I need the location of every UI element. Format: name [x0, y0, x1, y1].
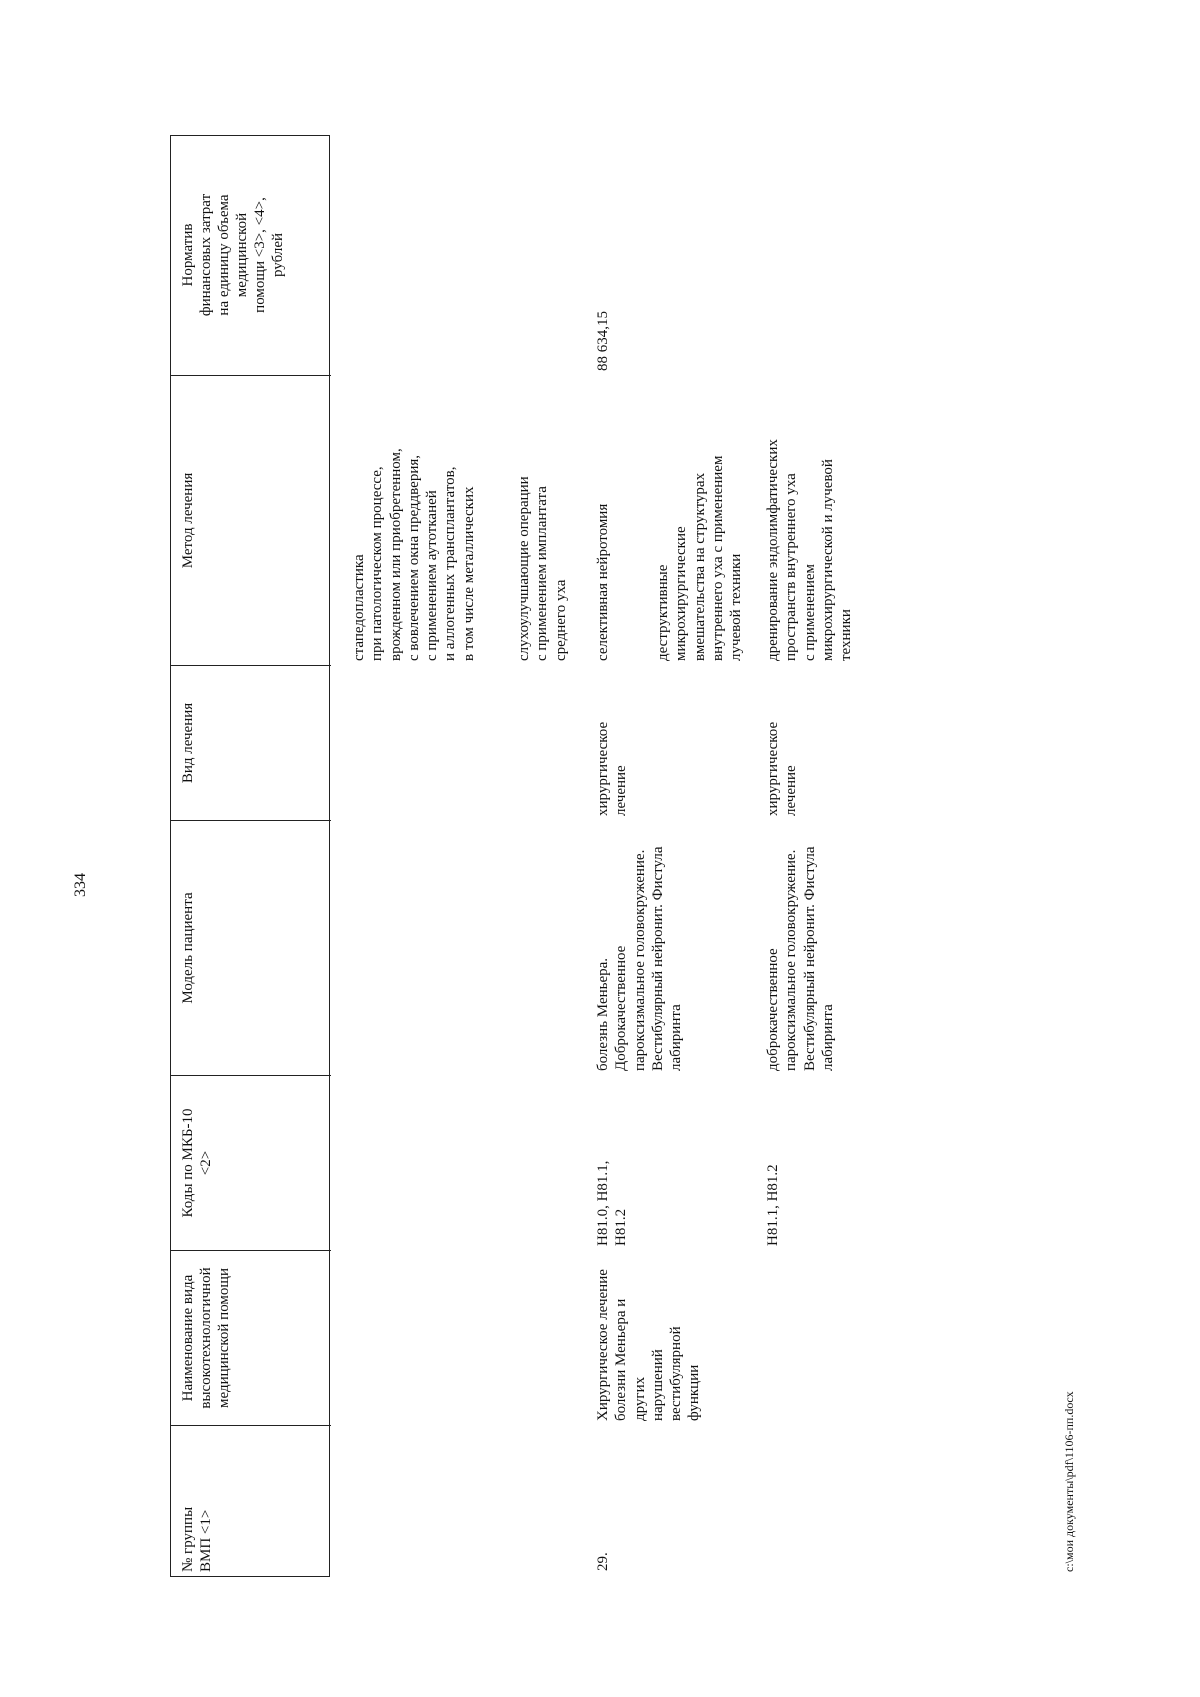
cont-method-1: стапедопластика при патологическом процессе, врожденном или приобретенном, с вовлечением окна преддверия, с применением аутотканей и аллогенных трансплантатов, в том числе металлических — [351, 448, 477, 661]
row2-type: хирургическое лечение — [765, 721, 800, 816]
header-group: № группы ВМП <1> — [180, 1506, 214, 1572]
file-path-footer: c:\мои документы\pdf\1106-пп.docx — [1062, 1391, 1076, 1572]
row2-method-1: дренирование эндолимфатических пространств внутреннего уха с применением микрохирургической и лучевой техники — [765, 439, 855, 661]
row1-method-2: деструктивные микрохирургические вмешательства на структурах внутреннего уха с применением лучевой техники — [655, 455, 745, 661]
row1-method-1: селективная нейротомия — [595, 503, 611, 661]
cont-method-2: слухоулучшающие операции с применением имплантата среднего уха — [516, 476, 569, 661]
row2-codes: H81.1, H81.2 — [765, 1164, 781, 1246]
header-type: Вид лечения — [180, 702, 196, 784]
row1-model: болезнь Меньера. Доброкачественное пароксизмальное головокружение. Вестибулярный нейронит. Фистула лабиринта — [595, 846, 685, 1071]
header-norm: Норматив финансовых затрат на единицу объема медицинской помощи <3>, <4>, рублей — [180, 193, 286, 317]
row1-name: Хирургическое лечение болезни Меньера и других нарушений вестибулярной функции — [595, 1269, 703, 1421]
header-method: Метод лечения — [180, 472, 196, 569]
header-codes: Коды по МКБ-10 <2> — [180, 1108, 214, 1218]
page-number: 334 — [72, 873, 89, 897]
row1-type: хирургическое лечение — [595, 721, 630, 816]
row1-codes: H81.0, H81.1, H81.2 — [595, 1160, 630, 1246]
row1-group: 29. — [595, 1552, 611, 1571]
table-header — [170, 135, 330, 1577]
header-model: Модель пациента — [180, 892, 196, 1004]
row2-model: доброкачественное пароксизмальное головокружение. Вестибулярный нейронит. Фистула лабиринта — [765, 846, 836, 1071]
treatment-table — [170, 135, 970, 1577]
row1-norm: 88 634,15 — [595, 311, 611, 371]
header-name: Наименование вида высокотехнологичной медицинской помощи — [180, 1267, 232, 1409]
